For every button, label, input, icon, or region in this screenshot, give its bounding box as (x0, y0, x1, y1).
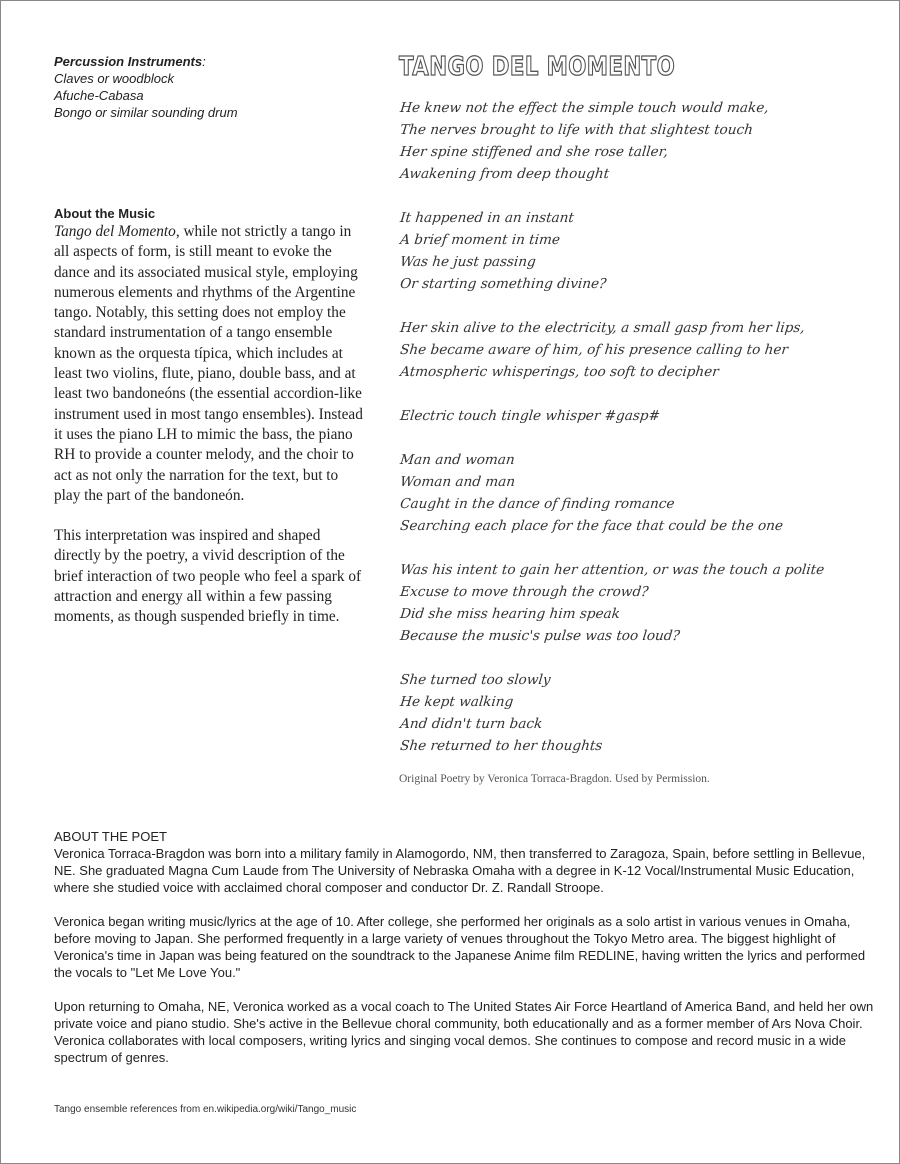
poem-line: He kept walking (399, 694, 515, 710)
poem-stanza (399, 559, 894, 647)
percussion-heading: Percussion Instruments: (54, 54, 206, 69)
about-music-heading: About the Music (54, 206, 156, 221)
poem-line: She returned to her thoughts (399, 738, 604, 754)
poem-line: The nerves brought to life with that slightest touch (399, 122, 754, 138)
about-poet-heading: ABOUT THE POET (54, 829, 167, 844)
poem-stanza (399, 207, 894, 295)
poem-line: Man and woman (399, 452, 516, 468)
about-poet-paragraph: Upon returning to Omaha, NE, Veronica worked as a vocal coach to The United States Air Force Heartland of America Band, and held her own private voice and piano studio. She's active in the Bellevue choral community, both educationally and as a former member of Ars Nova Choir. Veronica collaborates with local composers, writing lyrics and singing vocal demos. She continues to compose and record music in a wide spectrum of genres. (54, 999, 874, 1065)
poem-line: Caught in the dance of finding romance (399, 496, 676, 512)
poem-credit: Original Poetry by Veronica Torraca-Bragdon. Used by Permission. (399, 773, 710, 785)
poem-section (399, 51, 894, 785)
poem-line: Awakening from deep thought (399, 166, 610, 182)
poem-line: She became aware of him, of his presence calling to her (399, 342, 789, 358)
poem-line: Was he just passing (399, 254, 537, 270)
poem-stanza (399, 97, 894, 185)
poem-line: Excuse to move through the crowd? (399, 584, 650, 600)
about-poet-paragraph: Veronica began writing music/lyrics at the age of 10. After college, she performed her originals as a solo artist in various venues in Omaha, before moving to Japan. She performed frequently in a large variety of venues throughout the Tokyo Metro area. The biggest highlight of Veronica's time in Japan was being featured on the soundtrack to the Japanese Anime film REDLINE, having written the lyrics and performed the vocals to "Let Me Love You." (54, 914, 866, 980)
work-title: Tango del Momento (54, 223, 176, 240)
about-music-paragraph: This interpretation was inspired and shaped directly by the poetry, a vivid description of the brief interaction of two people who feel a spark of attraction and energy all within a few passing moments, as though suspended briefly in time. (54, 527, 362, 626)
percussion-item: Bongo or similar sounding drum (54, 105, 238, 120)
poem-line: Was his intent to gain her attention, or was the touch a polite (399, 562, 826, 578)
poem-line: Atmospheric whisperings, too soft to decipher (399, 364, 720, 380)
poem-line: Or starting something divine? (399, 276, 608, 292)
poem-line: Woman and man (399, 474, 516, 490)
poem-line: A brief moment in time (399, 232, 561, 248)
poem-line: Her skin alive to the electricity, a small gasp from her lips, (399, 320, 806, 336)
poem-stanza (399, 449, 894, 537)
poem-stanza (399, 317, 894, 383)
poem-stanza (399, 669, 894, 757)
poem-line: Did she miss hearing him speak (399, 606, 621, 622)
poem-line: Electric touch tingle whisper #gasp# (399, 408, 661, 424)
percussion-item: Claves or woodblock (54, 71, 174, 86)
poem-line: And didn't turn back (399, 716, 544, 732)
poem-line: Her spine stiffened and she rose taller, (399, 144, 669, 160)
poem-stanza (399, 405, 894, 427)
about-poet-paragraph: Veronica Torraca-Bragdon was born into a military family in Alamogordo, NM, then transferred to Zaragoza, Spain, before settling in Bellevue, NE. She graduated Magna Cum Laude from The University of Nebraska Omaha with a degree in K-12 Vocal/Instrumental Music Education, where she studied voice with acclaimed choral composer and conductor Dr. Z. Randall Stroope. (54, 846, 866, 895)
percussion-item: Afuche-Cabasa (54, 88, 144, 103)
poem-title: TANGO DEL MOMENTO (399, 52, 676, 82)
percussion-section (54, 53, 364, 121)
poem-line: Because the music's pulse was too loud? (399, 628, 681, 644)
footnote: Tango ensemble references from en.wikipedia.org/wiki/Tango_music (54, 1104, 357, 1115)
about-music-section (54, 205, 364, 628)
about-music-paragraph: Tango del Momento, while not strictly a tango in all aspects of form, is still meant to evoke the dance and its associated musical style, employing numerous elements and rhythms of the Argentine tango. Notably, this setting does not employ the standard instrumentation of a tango ensemble known as the orquesta típica, which includes at least two violins, flute, piano, double bass, and at least two bandoneóns (the essential accordion-like instrument used in most tango ensembles). Instead it uses the piano LH to mimic the bass, the piano RH to provide a counter melody, and the choir to act as not only the narration for the text, but to play the part of the bandoneón. (54, 223, 363, 504)
poem-line: He knew not the effect the simple touch would make, (399, 100, 770, 116)
poem-line: Searching each place for the face that could be the one (399, 518, 784, 534)
poem-stanzas (399, 97, 894, 757)
poem-line: It happened in an instant (399, 210, 575, 226)
poem-line: She turned too slowly (399, 672, 552, 688)
about-poet-section (54, 828, 874, 1066)
